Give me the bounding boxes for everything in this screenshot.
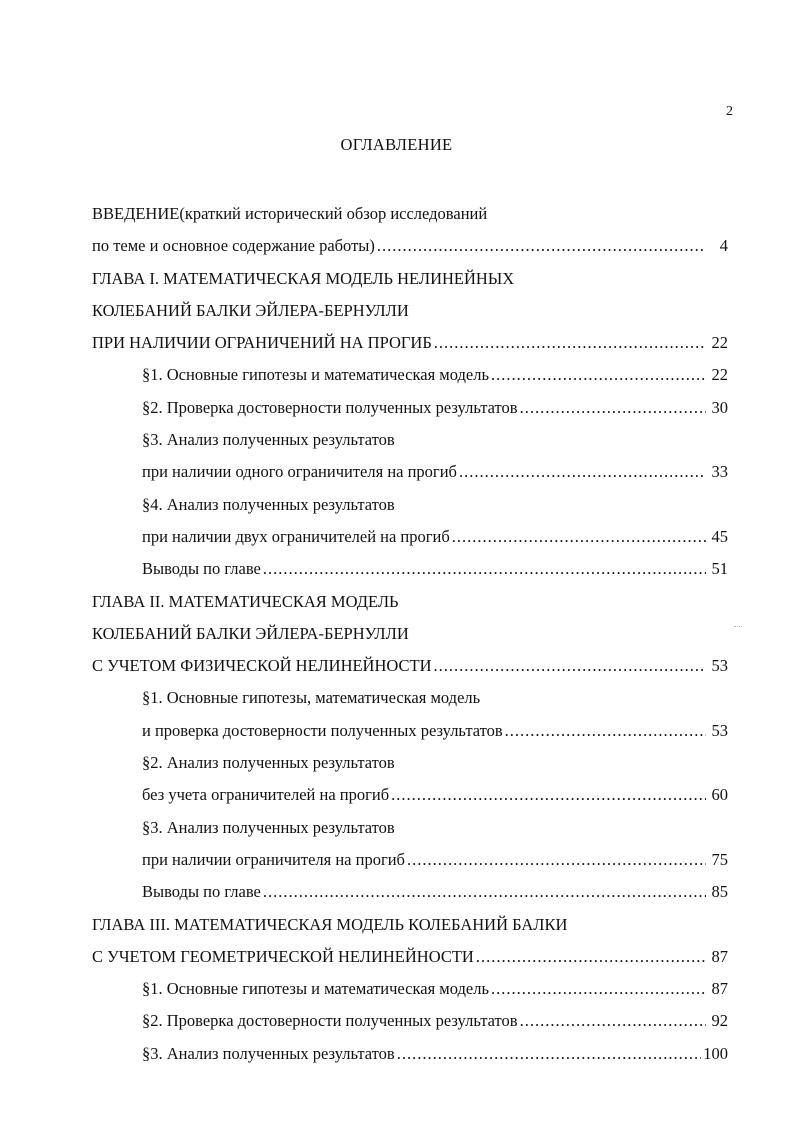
toc-entry <box>92 263 728 295</box>
dot-leader <box>520 392 706 424</box>
dot-leader <box>491 359 706 391</box>
toc-entry-text: §3. Анализ полученных результатов <box>142 817 395 837</box>
toc-entry-page: 33 <box>711 462 728 482</box>
toc-entry <box>92 198 728 230</box>
dot-leader <box>263 876 706 908</box>
toc-entry-text: КОЛЕБАНИЙ БАЛКИ ЭЙЛЕРА-БЕРНУЛЛИ <box>92 623 409 643</box>
toc-entry <box>92 779 728 811</box>
dot-leader <box>263 553 706 585</box>
toc-entry <box>92 747 728 779</box>
toc-entry-page: 45 <box>711 526 728 546</box>
toc-entry-text: §2. Проверка достоверности полученных результатов <box>142 397 518 417</box>
toc-entry-text: Выводы по главе <box>142 559 261 579</box>
page-number: 2 <box>726 104 733 119</box>
toc-entry <box>92 327 728 359</box>
toc-entry-text: ГЛАВА II. МАТЕМАТИЧЕСКАЯ МОДЕЛЬ <box>92 591 399 611</box>
toc-entry <box>92 392 728 424</box>
toc-entry <box>92 941 728 973</box>
toc-entry-page: 87 <box>711 946 728 966</box>
toc-entry-text: без учета ограничителей на прогиб <box>142 785 390 805</box>
dot-leader <box>434 327 706 359</box>
toc-entry <box>92 973 728 1005</box>
toc-entry-page: 53 <box>711 656 728 676</box>
dot-leader <box>397 1038 702 1070</box>
toc-entry <box>92 295 728 327</box>
dot-leader <box>520 1005 706 1037</box>
table-of-contents <box>92 198 728 1070</box>
toc-entry-text: ПРИ НАЛИЧИИ ОГРАНИЧЕНИЙ НА ПРОГИБ <box>92 333 432 353</box>
toc-entry <box>92 424 728 456</box>
toc-entry-text: и проверка достоверности полученных результатов <box>142 720 503 740</box>
toc-entry-page: 22 <box>711 333 728 353</box>
toc-entry-text: ГЛАВА I. МАТЕМАТИЧЕСКАЯ МОДЕЛЬ НЕЛИНЕЙНЫХ <box>92 268 515 288</box>
toc-entry-text: §4. Анализ полученных результатов <box>142 494 395 514</box>
toc-entry-page: 30 <box>711 397 728 417</box>
toc-entry <box>92 521 728 553</box>
dot-leader <box>505 715 706 747</box>
dot-leader <box>476 941 706 973</box>
toc-entry <box>92 1005 728 1037</box>
toc-entry-text: §3. Анализ полученных результатов <box>142 1043 395 1063</box>
dot-leader <box>491 973 706 1005</box>
toc-entry <box>92 844 728 876</box>
toc-entry-page: 60 <box>711 785 728 805</box>
toc-entry-text: §1. Основные гипотезы и математическая модель <box>142 979 489 999</box>
dot-leader <box>391 779 706 811</box>
dot-leader <box>452 521 706 553</box>
scan-artifact <box>734 626 742 629</box>
toc-entry <box>92 650 728 682</box>
toc-entry <box>92 1038 728 1070</box>
toc-entry-page: 100 <box>703 1043 728 1063</box>
toc-entry-page: 87 <box>711 979 728 999</box>
toc-entry-text: при наличии одного ограничителя на прогиб <box>142 462 457 482</box>
toc-entry-page: 75 <box>711 849 728 869</box>
dot-leader <box>407 844 706 876</box>
toc-entry <box>92 876 728 908</box>
toc-entry <box>92 359 728 391</box>
toc-entry <box>92 682 728 714</box>
dot-leader <box>434 650 706 682</box>
toc-entry <box>92 456 728 488</box>
toc-entry-page: 22 <box>711 365 728 385</box>
toc-entry <box>92 812 728 844</box>
toc-entry-text: по теме и основное содержание работы) <box>92 236 375 256</box>
dot-leader <box>459 456 706 488</box>
toc-entry-text: §1. Основные гипотезы и математическая модель <box>142 365 489 385</box>
toc-entry <box>92 618 728 650</box>
toc-entry-text: при наличии ограничителя на прогиб <box>142 849 405 869</box>
toc-entry-text: С УЧЕТОМ ФИЗИЧЕСКОЙ НЕЛИНЕЙНОСТИ <box>92 656 432 676</box>
toc-entry-text: КОЛЕБАНИЙ БАЛКИ ЭЙЛЕРА-БЕРНУЛЛИ <box>92 300 409 320</box>
toc-entry-text: ГЛАВА III. МАТЕМАТИЧЕСКАЯ МОДЕЛЬ КОЛЕБАНИЙ БАЛКИ <box>92 914 568 934</box>
toc-entry-text: при наличии двух ограничителей на прогиб <box>142 526 450 546</box>
toc-entry-text: §2. Анализ полученных результатов <box>142 753 395 773</box>
toc-entry <box>92 715 728 747</box>
toc-entry-text: §3. Анализ полученных результатов <box>142 430 395 450</box>
toc-entry-text: Выводы по главе <box>142 882 261 902</box>
toc-entry-text: §1. Основные гипотезы, математическая модель <box>142 688 481 708</box>
toc-entry-page: 53 <box>711 720 728 740</box>
toc-entry-text: ВВЕДЕНИЕ(краткий исторический обзор исследований <box>92 204 488 223</box>
toc-entry-text: С УЧЕТОМ ГЕОМЕТРИЧЕСКОЙ НЕЛИНЕЙНОСТИ <box>92 946 474 966</box>
toc-entry-page: 4 <box>719 236 728 256</box>
toc-entry <box>92 909 728 941</box>
toc-entry <box>92 553 728 585</box>
toc-entry <box>92 586 728 618</box>
toc-entry-page: 92 <box>711 1011 728 1031</box>
toc-entry <box>92 230 728 262</box>
page-title: ОГЛАВЛЕНИЕ <box>340 135 453 154</box>
toc-entry <box>92 489 728 521</box>
toc-entry-page: 51 <box>711 559 728 579</box>
toc-entry-text: §2. Проверка достоверности полученных результатов <box>142 1011 518 1031</box>
dot-leader <box>377 230 706 262</box>
toc-entry-page: 85 <box>711 882 728 902</box>
